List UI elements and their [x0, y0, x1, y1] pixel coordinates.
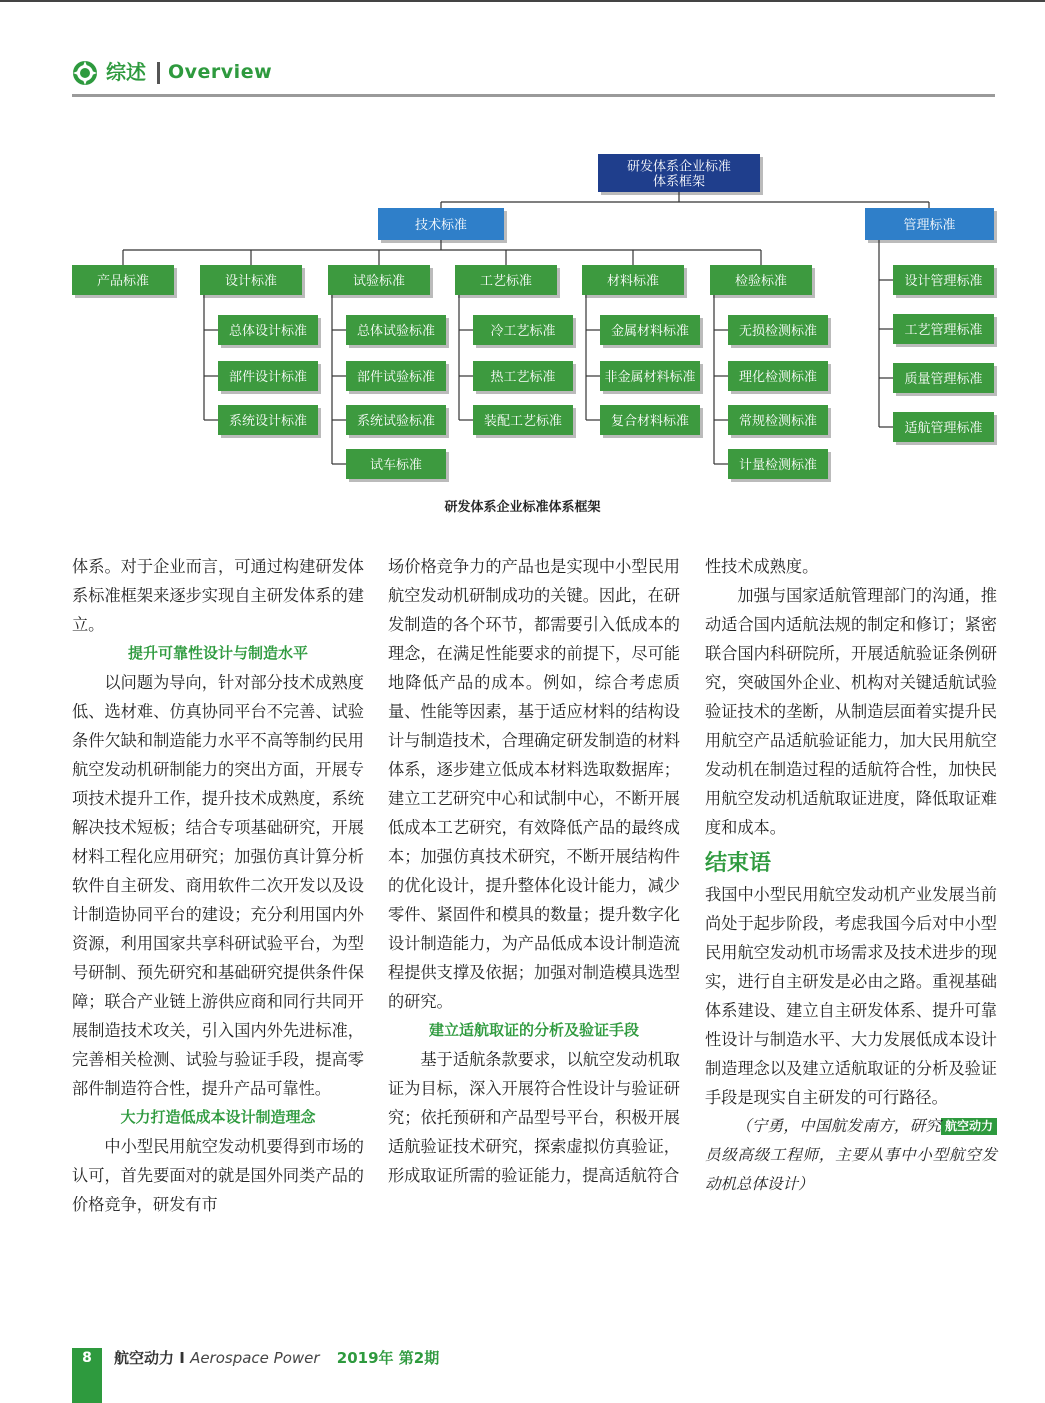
subheading-airworthiness: 建立适航取证的分析及验证手段 — [428, 1021, 639, 1039]
header-divider — [157, 62, 160, 84]
end-mark-badge: 航空动力 — [941, 1118, 997, 1135]
journal-issue: 2019年 第2期 — [336, 1349, 440, 1367]
header-rule — [72, 94, 995, 97]
top-border — [0, 0, 1045, 2]
box-group-4 — [582, 265, 687, 298]
box-label: 金属材料标准 — [610, 324, 690, 339]
box-label: 工艺标准 — [479, 274, 533, 289]
box-child-2-3 — [346, 449, 449, 482]
box-child-5-0 — [728, 315, 831, 348]
standards-framework-diagram — [0, 140, 1045, 490]
box-group-5 — [710, 265, 815, 298]
text-column-2 — [388, 552, 680, 1190]
box-mgmt-child-3 — [893, 412, 997, 445]
paragraph: 性技术成熟度。 — [705, 557, 819, 576]
paragraph: 以问题为导向，针对部分技术成熟度低、选材难、仿真协同平台不完善、试验条件欠缺和制造能力水平不高等制约民用航空发动机研制能力的突出方面，开展专项技术提升工作，提升技术成熟度，系统解决技术短板；结合专项基础研究，开展材料工程化应用研究；加强仿真计算分析软件自主研发、商用软件二次开发以及设计制造协同平台的建设；充分利用国内外资源，利用国家共享科研试验平台，为型号研制、预先研究和基础研究提供条件保障；联合产业链上游供应商和同行共同开展制造技术攻关，引入国内外先进标准，完善相关检测、试验与验证手段，提高零部件制造符合性，提升产品可靠性。 — [72, 673, 364, 1098]
subheading-reliability: 提升可靠性设计与制造水平 — [127, 644, 308, 662]
box-child-1-2 — [218, 405, 321, 438]
box-label: 装配工艺标准 — [483, 414, 563, 429]
box-label: 总体试验标准 — [356, 324, 436, 339]
box-label: 热工艺标准 — [490, 370, 556, 385]
box-label: 系统设计标准 — [228, 414, 308, 429]
box-label: 总体设计标准 — [228, 324, 308, 339]
box-root — [598, 154, 763, 195]
box-label: 产品标准 — [96, 274, 150, 289]
box-label: 非金属材料标准 — [604, 370, 696, 385]
box-label: 常规检测标准 — [738, 414, 818, 429]
box-child-2-0 — [346, 315, 449, 348]
box-child-3-0 — [473, 315, 576, 348]
box-label: 部件试验标准 — [356, 370, 436, 385]
subheading-low-cost: 大力打造低成本设计制造理念 — [120, 1108, 316, 1126]
box-child-3-2 — [473, 405, 576, 438]
box-child-1-0 — [218, 315, 321, 348]
box-label: 检验标准 — [734, 274, 788, 289]
box-label: 计量检测标准 — [738, 458, 818, 473]
text-column-1 — [72, 552, 364, 1219]
journal-logo-icon — [72, 60, 98, 86]
box-label: 冷工艺标准 — [490, 324, 556, 339]
box-label: 部件设计标准 — [228, 370, 308, 385]
box-mgmt-child-2 — [893, 363, 997, 396]
journal-separator: I — [179, 1349, 191, 1367]
box-group-0 — [72, 265, 177, 298]
page-number: 8 — [82, 1350, 92, 1366]
paragraph: 体系。对于企业而言，可通过构建研发体系标准框架来逐步实现自主研发体系的建立。 — [72, 557, 364, 634]
box-group-1 — [200, 265, 305, 298]
text-column-3 — [705, 552, 997, 1199]
box-child-1-1 — [218, 361, 321, 394]
author-note: （宁勇，中国航发南方，研究员级高级工程师，主要从事中小型航空发动机总体设计） — [705, 1117, 997, 1193]
box-child-4-0 — [600, 315, 703, 348]
box-label: 工艺管理标准 — [904, 323, 983, 338]
box-label: 理化检测标准 — [738, 370, 818, 385]
conclusion-text: 我国中小型民用航空发动机产业发展当前尚处于起步阶段，考虑我国今后对中小型民用航空发动机市场需求及技术进步的现实，进行自主研发是必由之路。重视基础体系建设、建立自主研发体系、提升可靠性设计与制造水平、大力发展低成本设计制造理念以及建立适航取证的分析及验证手段是现实自主研发的可行路径。 — [705, 885, 997, 1107]
box-mgmt-standards — [865, 208, 997, 243]
box-child-5-2 — [728, 405, 831, 438]
box-group-3 — [455, 265, 560, 298]
journal-name-cn: 航空动力 — [114, 1349, 175, 1367]
diagram-caption: 研发体系企业标准体系框架 — [444, 500, 601, 515]
box-child-2-1 — [346, 361, 449, 394]
footer-journal — [114, 1347, 439, 1369]
box-mgmt-child-1 — [893, 314, 997, 347]
paragraph: 场价格竞争力的产品也是实现中小型民用航空发动机研制成功的关键。因此，在研发制造的各个环节，都需要引入低成本的理念，在满足性能要求的前提下，尽可能地降低产品的成本。例如，综合考虑质量、性能等因素，基于适应材料的结构设计与制造技术，合理确定研发制造的材料体系，逐步建立低成本材料选取数据库；建立工艺研究中心和试制中心，不断开展低成本工艺研究，有效降低产品的最终成本；加强仿真技术研究，不断开展结构件的优化设计，提升整体化设计能力，减少零件、紧固件和模具的数量；提升数字化设计制造能力，为产品低成本设计制造流程提供支撑及依据；加强对制造模具选型的研究。 — [388, 557, 680, 1011]
heading-conclusion: 结束语 — [705, 851, 772, 876]
journal-name-en: Aerospace Power — [190, 1349, 320, 1367]
box-label: 质量管理标准 — [904, 372, 983, 387]
box-tech-standards — [378, 208, 507, 243]
box-label: 复合材料标准 — [610, 414, 690, 429]
box-label: 设计标准 — [224, 274, 278, 289]
box-label: 体系框架 — [652, 174, 706, 190]
box-label: 无损检测标准 — [738, 324, 818, 339]
box-child-5-3 — [728, 449, 831, 482]
paragraph — [705, 880, 997, 1133]
box-child-5-1 — [728, 361, 831, 394]
section-title-en: Overview — [168, 61, 273, 83]
box-label: 系统试验标准 — [356, 414, 436, 429]
box-child-2-2 — [346, 405, 449, 438]
box-label: 研发体系企业标准 — [626, 159, 732, 175]
box-label: 技术标准 — [414, 218, 468, 233]
box-label: 材料标准 — [606, 274, 660, 289]
box-label: 管理标准 — [903, 218, 956, 233]
paragraph: 基于适航条款要求，以航空发动机取证为目标，深入开展符合性设计与验证研究；依托预研和产品型号平台，积极开展适航验证技术研究，探索虚拟仿真验证，形成取证所需的验证能力，提高适航符合 — [388, 1050, 680, 1185]
box-label: 试验标准 — [352, 274, 406, 289]
paragraph: 中小型民用航空发动机要得到市场的认可，首先要面对的就是国外同类产品的价格竞争，研发有市 — [72, 1137, 364, 1214]
box-child-4-2 — [600, 405, 703, 438]
box-child-4-1 — [600, 361, 703, 394]
box-label: 设计管理标准 — [904, 274, 983, 289]
box-label: 试车标准 — [369, 458, 423, 473]
section-title-cn: 综述 — [106, 60, 146, 84]
box-label: 适航管理标准 — [904, 421, 983, 436]
box-mgmt-child-0 — [893, 265, 997, 298]
paragraph: 加强与国家适航管理部门的沟通，推动适合国内适航法规的制定和修订；紧密联合国内科研院所，开展适航验证条例研究，突破国外企业、机构对关键适航试验验证技术的垄断，从制造层面着实提升民用航空产品适航验证能力，加大民用航空发动机在制造过程的适航符合性，加快民用航空发动机适航取证进度，降低取证难度和成本。 — [705, 586, 997, 837]
box-child-3-1 — [473, 361, 576, 394]
box-group-2 — [328, 265, 433, 298]
